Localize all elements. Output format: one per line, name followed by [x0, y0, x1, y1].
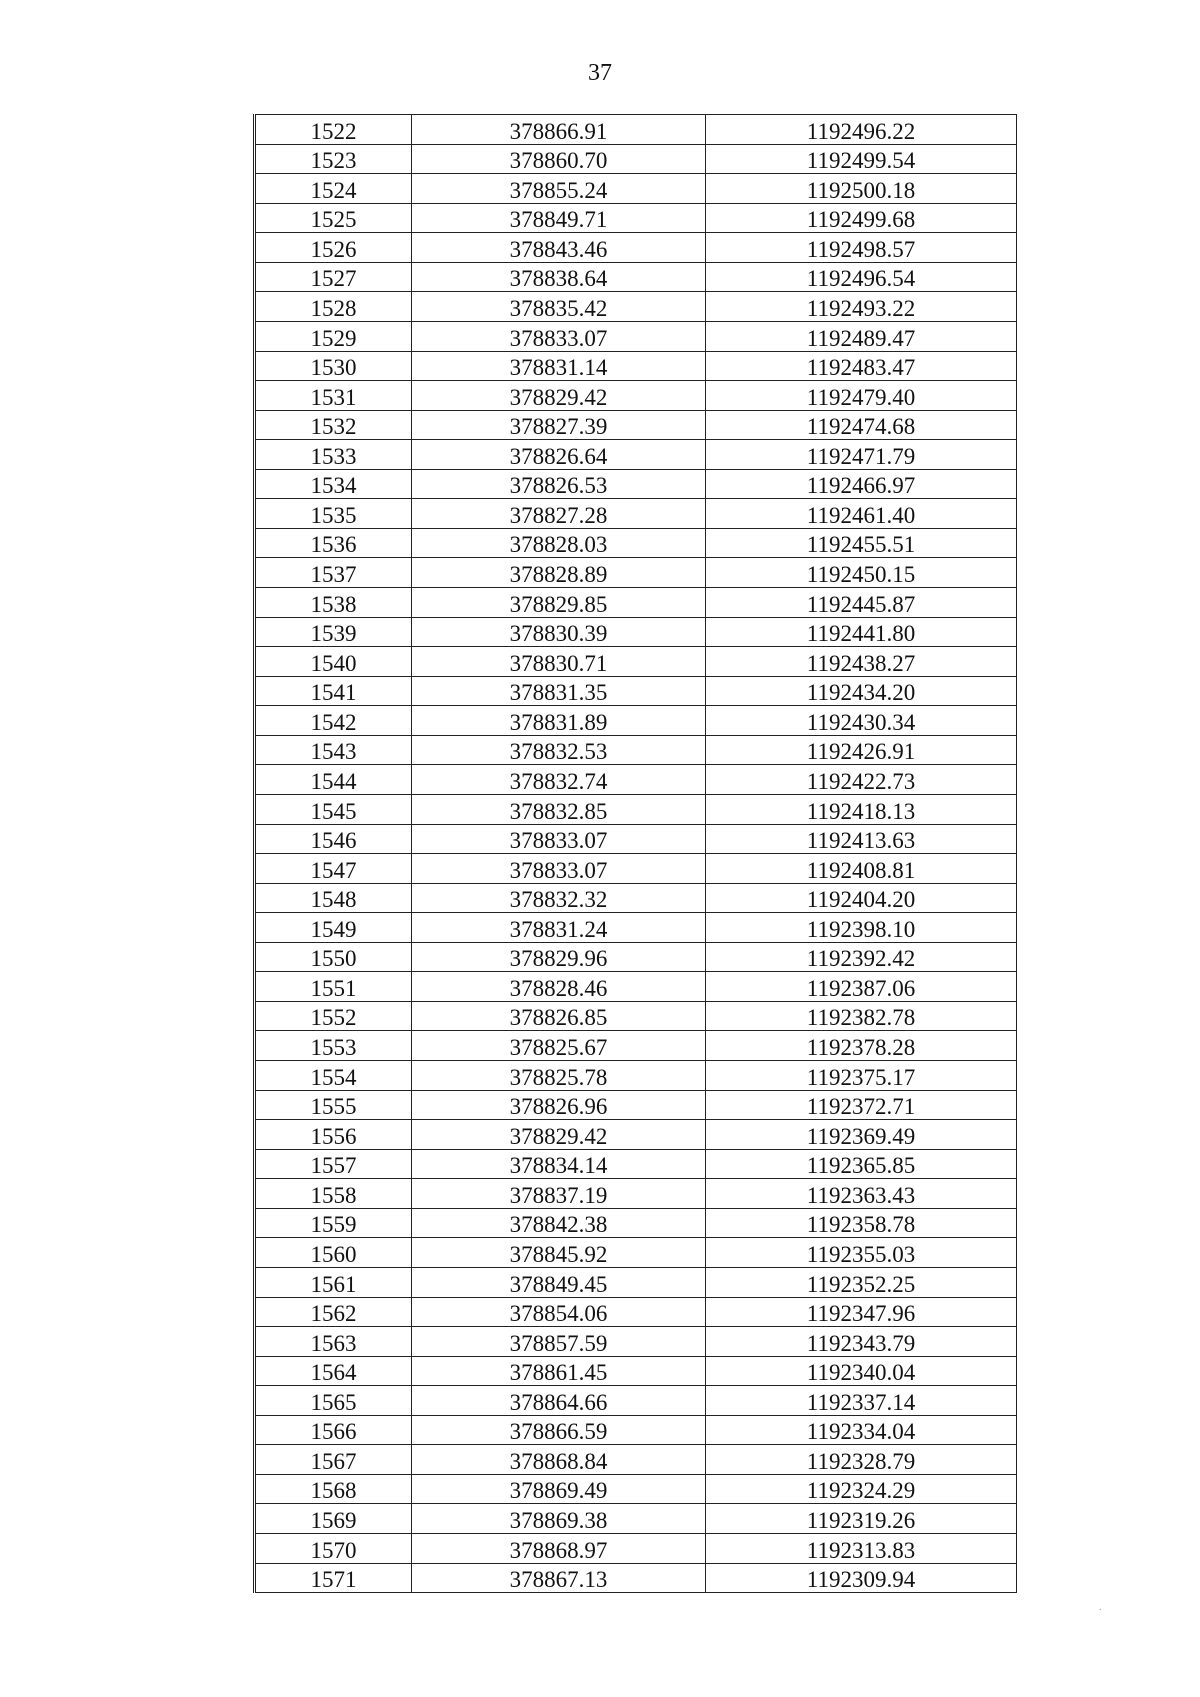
table-row — [255, 1208, 1017, 1238]
table-row — [255, 1415, 1017, 1445]
point-number-cell: 1555 — [255, 1090, 412, 1120]
y-coordinate-cell: 1192363.43 — [706, 1179, 1017, 1209]
table-row — [255, 262, 1017, 292]
point-number-cell: 1537 — [255, 558, 412, 588]
point-number-cell: 1535 — [255, 499, 412, 529]
y-coordinate-cell: 1192334.04 — [706, 1415, 1017, 1445]
y-coordinate-cell: 1192319.26 — [706, 1504, 1017, 1534]
corner-mark: . — [1099, 1602, 1102, 1613]
point-number-cell: 1540 — [255, 647, 412, 677]
y-coordinate-cell: 1192328.79 — [706, 1445, 1017, 1475]
y-coordinate-cell: 1192313.83 — [706, 1534, 1017, 1564]
y-coordinate-cell: 1192434.20 — [706, 676, 1017, 706]
table-row — [255, 558, 1017, 588]
x-coordinate-cell: 378849.71 — [412, 203, 706, 233]
table-row — [255, 706, 1017, 736]
y-coordinate-cell: 1192343.79 — [706, 1327, 1017, 1357]
point-number-cell: 1531 — [255, 381, 412, 411]
y-coordinate-cell: 1192479.40 — [706, 381, 1017, 411]
point-number-cell: 1545 — [255, 794, 412, 824]
coordinate-table — [253, 114, 1017, 1593]
table-row — [255, 824, 1017, 854]
x-coordinate-cell: 378831.89 — [412, 706, 706, 736]
x-coordinate-cell: 378833.07 — [412, 321, 706, 351]
table-row — [255, 410, 1017, 440]
point-number-cell: 1536 — [255, 528, 412, 558]
x-coordinate-cell: 378855.24 — [412, 174, 706, 204]
point-number-cell: 1544 — [255, 765, 412, 795]
point-number-cell: 1563 — [255, 1327, 412, 1357]
table-row — [255, 794, 1017, 824]
y-coordinate-cell: 1192471.79 — [706, 440, 1017, 470]
point-number-cell: 1549 — [255, 913, 412, 943]
point-number-cell: 1534 — [255, 469, 412, 499]
page-number: 37 — [588, 60, 612, 86]
table-row — [255, 765, 1017, 795]
point-number-cell: 1526 — [255, 233, 412, 263]
x-coordinate-cell: 378825.67 — [412, 1031, 706, 1061]
table-row — [255, 469, 1017, 499]
table-row — [255, 233, 1017, 263]
point-number-cell: 1546 — [255, 824, 412, 854]
x-coordinate-cell: 378827.39 — [412, 410, 706, 440]
table-row — [255, 440, 1017, 470]
y-coordinate-cell: 1192369.49 — [706, 1120, 1017, 1150]
point-number-cell: 1565 — [255, 1386, 412, 1416]
y-coordinate-cell: 1192438.27 — [706, 647, 1017, 677]
table-row — [255, 1563, 1017, 1593]
table-row — [255, 351, 1017, 381]
x-coordinate-cell: 378857.59 — [412, 1327, 706, 1357]
table-row — [255, 321, 1017, 351]
x-coordinate-cell: 378827.28 — [412, 499, 706, 529]
table-row — [255, 1090, 1017, 1120]
y-coordinate-cell: 1192392.42 — [706, 942, 1017, 972]
x-coordinate-cell: 378854.06 — [412, 1297, 706, 1327]
y-coordinate-cell: 1192496.22 — [706, 115, 1017, 145]
x-coordinate-cell: 378843.46 — [412, 233, 706, 263]
x-coordinate-cell: 378832.74 — [412, 765, 706, 795]
x-coordinate-cell: 378829.42 — [412, 1120, 706, 1150]
y-coordinate-cell: 1192418.13 — [706, 794, 1017, 824]
table-row — [255, 913, 1017, 943]
y-coordinate-cell: 1192499.68 — [706, 203, 1017, 233]
point-number-cell: 1542 — [255, 706, 412, 736]
table-row — [255, 144, 1017, 174]
point-number-cell: 1559 — [255, 1208, 412, 1238]
x-coordinate-cell: 378829.85 — [412, 588, 706, 618]
point-number-cell: 1562 — [255, 1297, 412, 1327]
table-row — [255, 1386, 1017, 1416]
point-number-cell: 1532 — [255, 410, 412, 440]
x-coordinate-cell: 378845.92 — [412, 1238, 706, 1268]
table-row — [255, 1445, 1017, 1475]
table-row — [255, 1120, 1017, 1150]
point-number-cell: 1530 — [255, 351, 412, 381]
x-coordinate-cell: 378825.78 — [412, 1061, 706, 1091]
x-coordinate-cell: 378829.42 — [412, 381, 706, 411]
y-coordinate-cell: 1192426.91 — [706, 735, 1017, 765]
y-coordinate-cell: 1192498.57 — [706, 233, 1017, 263]
table-row — [255, 1267, 1017, 1297]
x-coordinate-cell: 378849.45 — [412, 1267, 706, 1297]
table-row — [255, 854, 1017, 884]
y-coordinate-cell: 1192461.40 — [706, 499, 1017, 529]
x-coordinate-cell: 378828.03 — [412, 528, 706, 558]
table-row — [255, 1474, 1017, 1504]
x-coordinate-cell: 378864.66 — [412, 1386, 706, 1416]
x-coordinate-cell: 378866.91 — [412, 115, 706, 145]
y-coordinate-cell: 1192378.28 — [706, 1031, 1017, 1061]
y-coordinate-cell: 1192404.20 — [706, 883, 1017, 913]
x-coordinate-cell: 378832.85 — [412, 794, 706, 824]
point-number-cell: 1548 — [255, 883, 412, 913]
x-coordinate-cell: 378837.19 — [412, 1179, 706, 1209]
y-coordinate-cell: 1192337.14 — [706, 1386, 1017, 1416]
point-number-cell: 1533 — [255, 440, 412, 470]
y-coordinate-cell: 1192324.29 — [706, 1474, 1017, 1504]
table-row — [255, 1327, 1017, 1357]
point-number-cell: 1522 — [255, 115, 412, 145]
x-coordinate-cell: 378835.42 — [412, 292, 706, 322]
x-coordinate-cell: 378832.53 — [412, 735, 706, 765]
y-coordinate-cell: 1192355.03 — [706, 1238, 1017, 1268]
x-coordinate-cell: 378831.24 — [412, 913, 706, 943]
y-coordinate-cell: 1192382.78 — [706, 1001, 1017, 1031]
y-coordinate-cell: 1192445.87 — [706, 588, 1017, 618]
table-row — [255, 588, 1017, 618]
point-number-cell: 1569 — [255, 1504, 412, 1534]
point-number-cell: 1538 — [255, 588, 412, 618]
point-number-cell: 1539 — [255, 617, 412, 647]
y-coordinate-cell: 1192352.25 — [706, 1267, 1017, 1297]
x-coordinate-cell: 378832.32 — [412, 883, 706, 913]
x-coordinate-cell: 378869.38 — [412, 1504, 706, 1534]
table-row — [255, 1061, 1017, 1091]
x-coordinate-cell: 378833.07 — [412, 824, 706, 854]
point-number-cell: 1561 — [255, 1267, 412, 1297]
table-row — [255, 292, 1017, 322]
table-row — [255, 617, 1017, 647]
x-coordinate-cell: 378868.84 — [412, 1445, 706, 1475]
point-number-cell: 1568 — [255, 1474, 412, 1504]
x-coordinate-cell: 378861.45 — [412, 1356, 706, 1386]
y-coordinate-cell: 1192430.34 — [706, 706, 1017, 736]
point-number-cell: 1567 — [255, 1445, 412, 1475]
table-row — [255, 1149, 1017, 1179]
x-coordinate-cell: 378869.49 — [412, 1474, 706, 1504]
point-number-cell: 1560 — [255, 1238, 412, 1268]
x-coordinate-cell: 378828.46 — [412, 972, 706, 1002]
y-coordinate-cell: 1192398.10 — [706, 913, 1017, 943]
x-coordinate-cell: 378833.07 — [412, 854, 706, 884]
y-coordinate-cell: 1192474.68 — [706, 410, 1017, 440]
y-coordinate-cell: 1192466.97 — [706, 469, 1017, 499]
y-coordinate-cell: 1192499.54 — [706, 144, 1017, 174]
point-number-cell: 1566 — [255, 1415, 412, 1445]
x-coordinate-cell: 378826.96 — [412, 1090, 706, 1120]
x-coordinate-cell: 378868.97 — [412, 1534, 706, 1564]
table-row — [255, 942, 1017, 972]
table-row — [255, 1238, 1017, 1268]
x-coordinate-cell: 378828.89 — [412, 558, 706, 588]
y-coordinate-cell: 1192500.18 — [706, 174, 1017, 204]
x-coordinate-cell: 378829.96 — [412, 942, 706, 972]
point-number-cell: 1571 — [255, 1563, 412, 1593]
x-coordinate-cell: 378831.35 — [412, 676, 706, 706]
table-row — [255, 1356, 1017, 1386]
table-row — [255, 972, 1017, 1002]
y-coordinate-cell: 1192372.71 — [706, 1090, 1017, 1120]
point-number-cell: 1528 — [255, 292, 412, 322]
y-coordinate-cell: 1192340.04 — [706, 1356, 1017, 1386]
x-coordinate-cell: 378826.53 — [412, 469, 706, 499]
table-row — [255, 1001, 1017, 1031]
table-row — [255, 381, 1017, 411]
y-coordinate-cell: 1192496.54 — [706, 262, 1017, 292]
y-coordinate-cell: 1192347.96 — [706, 1297, 1017, 1327]
table-row — [255, 1031, 1017, 1061]
table-row — [255, 883, 1017, 913]
y-coordinate-cell: 1192493.22 — [706, 292, 1017, 322]
y-coordinate-cell: 1192441.80 — [706, 617, 1017, 647]
point-number-cell: 1556 — [255, 1120, 412, 1150]
point-number-cell: 1524 — [255, 174, 412, 204]
point-number-cell: 1529 — [255, 321, 412, 351]
x-coordinate-cell: 378838.64 — [412, 262, 706, 292]
table-row — [255, 499, 1017, 529]
y-coordinate-cell: 1192489.47 — [706, 321, 1017, 351]
point-number-cell: 1551 — [255, 972, 412, 1002]
y-coordinate-cell: 1192375.17 — [706, 1061, 1017, 1091]
table-row — [255, 528, 1017, 558]
table-row — [255, 203, 1017, 233]
table-row — [255, 676, 1017, 706]
x-coordinate-cell: 378866.59 — [412, 1415, 706, 1445]
x-coordinate-cell: 378826.85 — [412, 1001, 706, 1031]
point-number-cell: 1527 — [255, 262, 412, 292]
table-row — [255, 1297, 1017, 1327]
x-coordinate-cell: 378830.71 — [412, 647, 706, 677]
y-coordinate-cell: 1192387.06 — [706, 972, 1017, 1002]
table-row — [255, 735, 1017, 765]
table-row — [255, 647, 1017, 677]
y-coordinate-cell: 1192455.51 — [706, 528, 1017, 558]
x-coordinate-cell: 378867.13 — [412, 1563, 706, 1593]
table-row — [255, 115, 1017, 145]
point-number-cell: 1552 — [255, 1001, 412, 1031]
y-coordinate-cell: 1192365.85 — [706, 1149, 1017, 1179]
y-coordinate-cell: 1192358.78 — [706, 1208, 1017, 1238]
point-number-cell: 1547 — [255, 854, 412, 884]
point-number-cell: 1553 — [255, 1031, 412, 1061]
x-coordinate-cell: 378826.64 — [412, 440, 706, 470]
y-coordinate-cell: 1192422.73 — [706, 765, 1017, 795]
table-row — [255, 1534, 1017, 1564]
y-coordinate-cell: 1192483.47 — [706, 351, 1017, 381]
point-number-cell: 1564 — [255, 1356, 412, 1386]
y-coordinate-cell: 1192408.81 — [706, 854, 1017, 884]
point-number-cell: 1523 — [255, 144, 412, 174]
table-row — [255, 1504, 1017, 1534]
coordinate-table-body — [255, 115, 1017, 1593]
x-coordinate-cell: 378860.70 — [412, 144, 706, 174]
x-coordinate-cell: 378831.14 — [412, 351, 706, 381]
x-coordinate-cell: 378842.38 — [412, 1208, 706, 1238]
y-coordinate-cell: 1192413.63 — [706, 824, 1017, 854]
y-coordinate-cell: 1192309.94 — [706, 1563, 1017, 1593]
point-number-cell: 1525 — [255, 203, 412, 233]
point-number-cell: 1543 — [255, 735, 412, 765]
point-number-cell: 1550 — [255, 942, 412, 972]
table-row — [255, 174, 1017, 204]
x-coordinate-cell: 378834.14 — [412, 1149, 706, 1179]
point-number-cell: 1541 — [255, 676, 412, 706]
point-number-cell: 1557 — [255, 1149, 412, 1179]
x-coordinate-cell: 378830.39 — [412, 617, 706, 647]
point-number-cell: 1570 — [255, 1534, 412, 1564]
table-row — [255, 1179, 1017, 1209]
point-number-cell: 1558 — [255, 1179, 412, 1209]
point-number-cell: 1554 — [255, 1061, 412, 1091]
y-coordinate-cell: 1192450.15 — [706, 558, 1017, 588]
